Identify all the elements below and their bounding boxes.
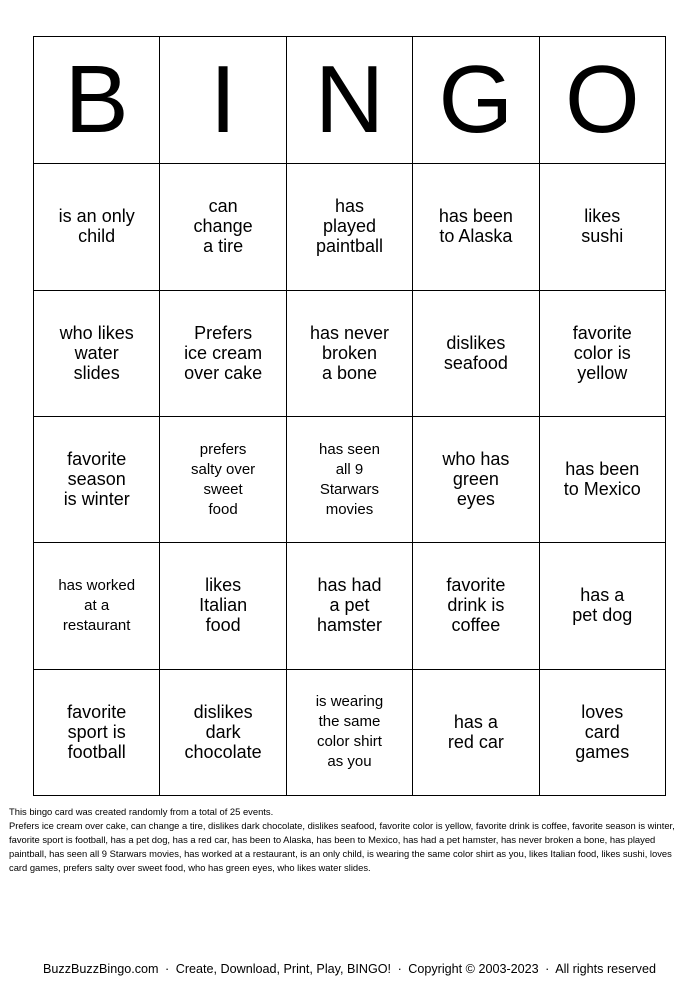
header-letter-b: B [34, 37, 160, 164]
bingo-row [34, 164, 666, 290]
bingo-cell[interactable] [160, 290, 286, 416]
bingo-cell[interactable] [160, 669, 286, 795]
bingo-cell[interactable] [539, 416, 665, 542]
bingo-cell[interactable] [34, 290, 160, 416]
bingo-cell[interactable] [160, 543, 286, 669]
bingo-cell-text: who has green eyes [442, 449, 510, 510]
bingo-row [34, 416, 666, 542]
bingo-cell[interactable] [286, 164, 412, 290]
bingo-cell-text: has a red car [447, 711, 504, 752]
footnote-intro: This bingo card was created randomly from a total of 25 events. [9, 806, 274, 817]
footnote-events-list: Prefers ice cream over cake, can change a tire, dislikes dark chocolate, dislikes seafood, favorite color is yellow, favorite drink is coffee, favorite season is winter, favorite sport is football, has a pet dog, has a red car, has been to Alaska, has been to Mexico, has had a pet hamster, has never broken a bone, has played paintball, has seen all 9 Starwars movies, has worked at a restaurant, is an only child, is wearing the same color shirt as you, likes Italian food, likes sushi, loves card games, prefers salty over sweet food, who has green eyes, who likes water slides. [9, 820, 675, 873]
header-letter-n: N [286, 37, 412, 164]
bingo-cell[interactable] [160, 416, 286, 542]
bingo-cell-text: has been to Mexico [563, 459, 641, 500]
bingo-cell-text: likes sushi [581, 206, 624, 247]
footer-rights: All rights reserved [555, 962, 656, 976]
bingo-cell[interactable] [539, 290, 665, 416]
bingo-cell[interactable] [34, 164, 160, 290]
bingo-cell[interactable] [160, 164, 286, 290]
card-footnote [9, 805, 691, 875]
bingo-cell-text: favorite color is yellow [572, 322, 632, 383]
bingo-cell-text: is an only child [58, 206, 135, 247]
bingo-cell-text: who likes water slides [59, 322, 134, 383]
bingo-header-row [34, 37, 666, 164]
footer-separator: · [165, 962, 170, 976]
bingo-cell-text: has been to Alaska [438, 206, 513, 247]
bingo-cell[interactable] [413, 164, 539, 290]
header-letter-i: I [160, 37, 286, 164]
bingo-cell[interactable] [413, 290, 539, 416]
bingo-row [34, 290, 666, 416]
bingo-cell[interactable] [539, 543, 665, 669]
bingo-cell-text: loves card games [575, 701, 630, 762]
bingo-cell[interactable] [34, 669, 160, 795]
bingo-cell[interactable] [539, 669, 665, 795]
bingo-cell-text: favorite sport is football [67, 701, 127, 762]
footer-tagline: Create, Download, Print, Play, BINGO! [175, 962, 392, 976]
bingo-cell-text: has a pet dog [572, 585, 633, 626]
bingo-cell-text: dislikes dark chocolate [184, 701, 262, 762]
bingo-cell[interactable] [413, 416, 539, 542]
page-footer [0, 962, 699, 976]
bingo-cell[interactable] [286, 416, 412, 542]
footer-separator: · [545, 962, 550, 976]
bingo-cell-text: favorite season is winter [63, 449, 130, 510]
bingo-cell-text: can change a tire [193, 196, 253, 257]
header-letter-o: O [539, 37, 665, 164]
bingo-cell[interactable] [286, 543, 412, 669]
bingo-cell[interactable] [34, 543, 160, 669]
bingo-cell[interactable] [286, 669, 412, 795]
footer-copyright: Copyright © 2003-2023 [408, 962, 539, 976]
bingo-cell-text: Prefers ice cream over cake [184, 322, 263, 383]
bingo-row [34, 669, 666, 795]
footer-site-link[interactable]: BuzzBuzzBingo.com [43, 962, 159, 976]
bingo-cell[interactable] [539, 164, 665, 290]
bingo-cell[interactable] [286, 290, 412, 416]
bingo-cell-text: has had a pet hamster [316, 575, 382, 636]
bingo-cell[interactable] [413, 669, 539, 795]
header-letter-g: G [413, 37, 539, 164]
bingo-cell-text: has never broken a bone [309, 322, 389, 383]
bingo-cell-text: has played paintball [315, 196, 383, 257]
bingo-cell-text: has seen all 9 Starwars movies [319, 440, 380, 518]
bingo-cell-text: likes Italian food [199, 575, 248, 636]
bingo-cell-text: prefers salty over sweet food [190, 440, 256, 518]
bingo-cell[interactable] [413, 543, 539, 669]
bingo-row [34, 543, 666, 669]
bingo-cell[interactable] [34, 416, 160, 542]
bingo-card [33, 36, 666, 796]
footer-separator: · [397, 962, 402, 976]
bingo-cell-text: dislikes seafood [443, 332, 508, 373]
bingo-cell-text: favorite drink is coffee [446, 575, 506, 636]
bingo-cell-text: is wearing the same color shirt as you [315, 693, 384, 771]
bingo-cell-text: has worked at a restaurant [58, 576, 136, 634]
